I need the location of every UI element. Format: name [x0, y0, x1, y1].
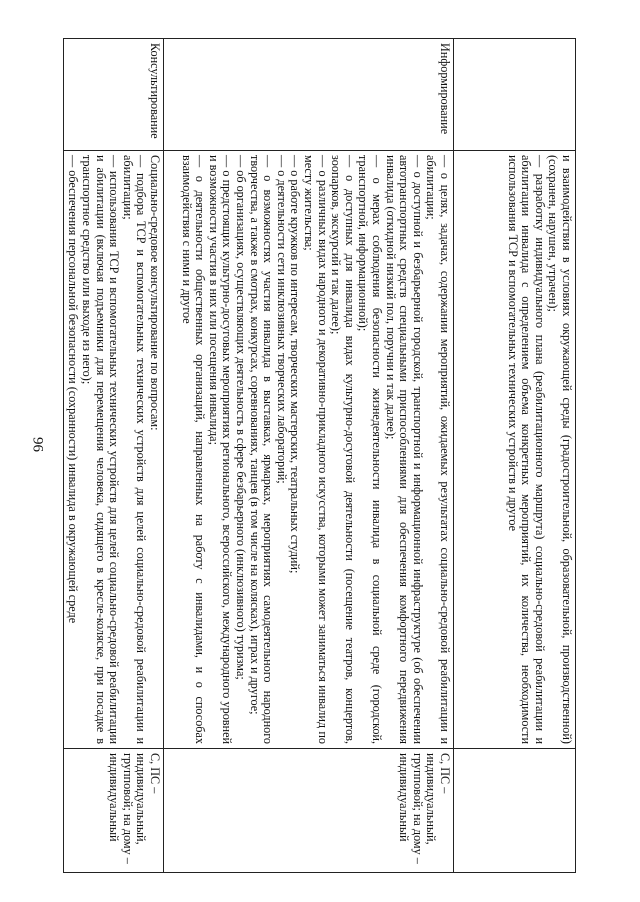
content-line: — о доступной и безбарьерной городской, транспортной и информационной инфраструктуре (об обеспечении автотранспортных средств специальными приспособлениями для обеспечения комфортного передвижения инвалида (откидной низкий пол, поручни и так далее); — [383, 155, 425, 744]
row-category — [454, 39, 576, 151]
content-line: Социально-средовое консультирование по вопросам: — [148, 155, 162, 431]
table-row — [454, 39, 576, 873]
row-content — [454, 151, 576, 749]
content-line: — о мерах соблюдения безопасности жизнедеятельности инвалида в социальной среде (городской, транспортной, информационной); — [356, 155, 385, 744]
row-form: С, ПС – индивидуальный, групповой; на дому – индивидуальный — [164, 749, 454, 873]
content-line: — подбора ТСР и вспомогательных технических устройств для целей социально-средовой реабилитации и абилитации; — [120, 155, 149, 744]
content-line: — о возможностях участия инвалида в выставках, ярмарках, мероприятиях самодеятельного народного творчества, а также в смотрах, конкурсах, соревнованиях, танцев (в том числе на колясках), играх и другое; — [247, 155, 276, 744]
row-content — [164, 151, 454, 749]
row-category: Консультирование — [63, 39, 163, 151]
page-number: 96 — [29, 437, 46, 452]
content-line: — о деятельности общественных организаций, направленных на работу с инвалидами, и о способах взаимодействия с ними и другое — [179, 155, 208, 744]
row-form: С, ПС – индивидуальный, групповой; на дому – индивидуальный — [63, 749, 163, 873]
content-line: — о деятельности сети инклюзивных творческих лабораторий; — [274, 155, 289, 484]
content-line: — о целях, задачах, содержании мероприятий, ожидаемых результатах социально-средовой реабилитации и абилитации; — [424, 155, 452, 744]
rotated-page — [66, 38, 576, 872]
row-category: Информирование — [164, 39, 454, 151]
content-line: — о различных видах народного и декоративно-прикладного искусства, которыми может заниматься инвалид по месту жительства; — [302, 155, 330, 744]
content-line: — о доступных для инвалида видах культурно-досуговой деятельности (посещение театров, концертов, зоопарков, экскурсий и так далее); — [329, 155, 357, 744]
content-line: — разработку индивидуального плана (реабилитационного маршрута) социально-средовой реабилитации и абилитации инвалида с определением объема конкретных мероприятий, их количества, необходимости использования ТСР и вспомогательных технических устройств и другое — [505, 155, 547, 744]
content-line: — о работе кружков по интересам, творческих мастерских, театральных студий; — [288, 155, 303, 574]
content-line: и взаимодействия в условиях окружающей среды (градостроительной, образовательной, производственной) (сохранен, нарушен, утрачен); — [546, 155, 574, 744]
services-table — [63, 38, 576, 873]
content-line: — обеспечения персональной безопасности (сохранности) инвалида в окружающей среде — [66, 155, 81, 624]
content-line: — об организациях, осуществляющих деятельность в сфере безбарьерного (инклюзивного) туризма; — [234, 155, 249, 680]
table-row — [63, 39, 163, 873]
row-form — [454, 749, 576, 873]
content-line: — о предстоящих культурно-досуговых мероприятиях регионального, всероссийского, международного уровней и возможности участия в них или посещения инвалида; — [206, 155, 235, 744]
row-content — [63, 151, 163, 749]
content-line: — использования ТСР и вспомогательных технических устройств для целей социально-средовой реабилитации и абилитации (включая подъемники для перемещения человека, сидящего в кресле-коляске, при посадке в транспортное средство или выходе из него); — [80, 155, 122, 744]
table-row — [164, 39, 454, 873]
